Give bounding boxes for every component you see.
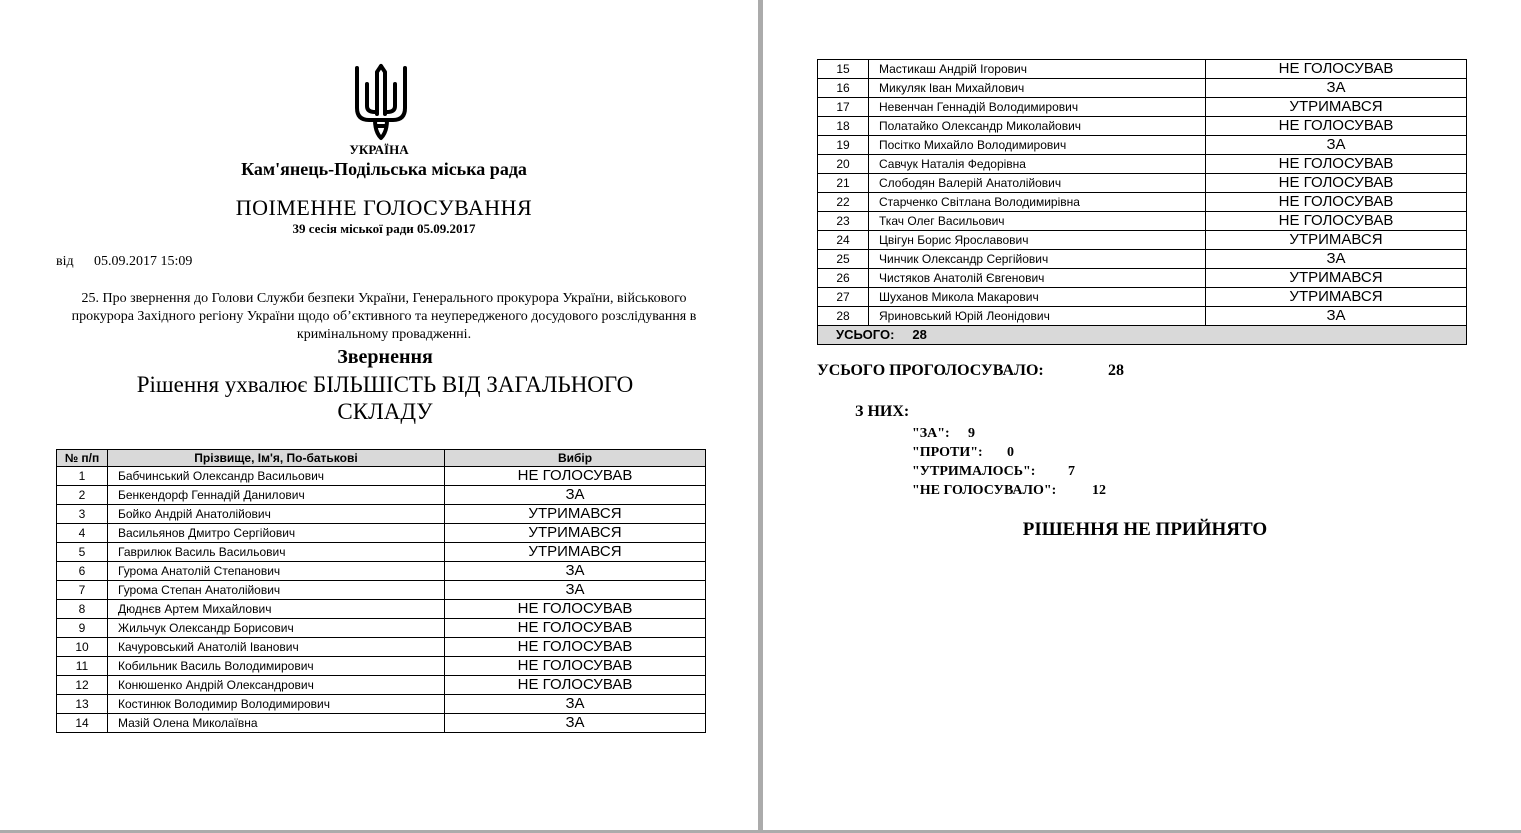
row-vote: НЕ ГОЛОСУВАВ	[1206, 60, 1467, 79]
row-name: Посітко Михайло Володимирович	[869, 136, 1206, 155]
row-vote: ЗА	[445, 695, 706, 714]
row-vote: УТРИМАВСЯ	[1206, 269, 1467, 288]
vote-table-part-2	[817, 59, 1467, 345]
row-name: Ткач Олег Васильович	[869, 212, 1206, 231]
table-row	[818, 212, 1467, 231]
row-number: 27	[818, 288, 869, 307]
row-name: Слободян Валерій Анатолійович	[869, 174, 1206, 193]
decision-result: РІШЕННЯ НЕ ПРИЙНЯТО	[1022, 519, 1268, 540]
row-name: Цвігун Борис Ярославович	[869, 231, 1206, 250]
row-number: 11	[57, 657, 108, 676]
row-name: Гурома Степан Анатолійович	[108, 581, 445, 600]
row-number: 23	[818, 212, 869, 231]
row-number: 18	[818, 117, 869, 136]
table-row	[818, 155, 1467, 174]
row-name: Качуровський Анатолій Іванович	[108, 638, 445, 657]
table-row	[57, 543, 706, 562]
row-vote: ЗА	[445, 581, 706, 600]
table-row	[818, 174, 1467, 193]
table-row	[818, 269, 1467, 288]
row-number: 14	[57, 714, 108, 733]
row-vote: НЕ ГОЛОСУВАВ	[1206, 117, 1467, 136]
row-vote: НЕ ГОЛОСУВАВ	[445, 600, 706, 619]
row-vote: УТРИМАВСЯ	[445, 505, 706, 524]
row-vote: ЗА	[445, 486, 706, 505]
row-name: Васильянов Дмитро Сергійович	[108, 524, 445, 543]
row-vote: УТРИМАВСЯ	[1206, 288, 1467, 307]
row-name: Кобильник Василь Володимирович	[108, 657, 445, 676]
row-name: Мазій Олена Миколаївна	[108, 714, 445, 733]
row-name: Чистяков Анатолій Євгенович	[869, 269, 1206, 288]
row-vote: НЕ ГОЛОСУВАВ	[1206, 155, 1467, 174]
table-row	[818, 79, 1467, 98]
row-number: 12	[57, 676, 108, 695]
count-abstained-label: "УТРИМАЛОСЬ":	[912, 464, 1036, 479]
table-row	[818, 193, 1467, 212]
row-number: 7	[57, 581, 108, 600]
count-abstained-value: 7	[1068, 464, 1075, 479]
column-header-choice: Вибір	[445, 450, 706, 467]
row-name: Невенчан Геннадій Володимирович	[869, 98, 1206, 117]
row-vote: НЕ ГОЛОСУВАВ	[445, 657, 706, 676]
document-page-1	[0, 0, 758, 830]
table-row	[818, 288, 1467, 307]
total-voted-label: УСЬОГО ПРОГОЛОСУВАЛО:	[817, 362, 1044, 379]
table-row	[57, 467, 706, 486]
row-vote: ЗА	[445, 562, 706, 581]
row-number: 22	[818, 193, 869, 212]
council-name: Кам'янець-Подільська міська рада	[241, 159, 527, 179]
row-name: Конюшенко Андрій Олександрович	[108, 676, 445, 695]
row-vote: НЕ ГОЛОСУВАВ	[445, 676, 706, 695]
row-vote: УТРИМАВСЯ	[1206, 231, 1467, 250]
row-number: 15	[818, 60, 869, 79]
table-row	[57, 581, 706, 600]
row-number: 9	[57, 619, 108, 638]
row-number: 8	[57, 600, 108, 619]
date-value: 05.09.2017 15:09	[94, 254, 193, 269]
agenda-item: 25. Про звернення до Голови Служби безпеки України, Генерального прокурора України, військового прокурора Західного регіону України щодо об’єктивного та неупередженого досудового розслідування в кримінальному провадженні.	[71, 291, 697, 342]
row-number: 6	[57, 562, 108, 581]
row-name: Савчук Наталія Федорівна	[869, 155, 1206, 174]
row-vote: ЗА	[1206, 79, 1467, 98]
row-number: 17	[818, 98, 869, 117]
row-name: Гурома Анатолій Степанович	[108, 562, 445, 581]
table-row	[818, 307, 1467, 326]
table-header-row	[57, 450, 706, 467]
row-vote: НЕ ГОЛОСУВАВ	[1206, 193, 1467, 212]
table-row	[57, 619, 706, 638]
table-row	[57, 657, 706, 676]
table-row	[818, 98, 1467, 117]
table-row	[818, 117, 1467, 136]
row-name: Жильчук Олександр Борисович	[108, 619, 445, 638]
row-number: 2	[57, 486, 108, 505]
row-name: Бойко Андрій Анатолійович	[108, 505, 445, 524]
count-against-label: "ПРОТИ":	[912, 445, 983, 460]
table-row	[57, 638, 706, 657]
row-name: Дюднєв Артем Михайлович	[108, 600, 445, 619]
row-vote: УТРИМАВСЯ	[445, 543, 706, 562]
row-vote: ЗА	[1206, 250, 1467, 269]
total-voted-value: 28	[1108, 362, 1124, 379]
table-row	[818, 250, 1467, 269]
column-header-name: Прізвище, Ім'я, По-батькові	[108, 450, 445, 467]
table-row	[57, 695, 706, 714]
table-row	[57, 486, 706, 505]
row-vote: НЕ ГОЛОСУВАВ	[445, 467, 706, 486]
of-them-label: З НИХ:	[855, 403, 910, 420]
row-number: 20	[818, 155, 869, 174]
country-name: УКРАЇНА	[349, 142, 409, 157]
row-number: 21	[818, 174, 869, 193]
date-label: від	[56, 254, 74, 269]
document-title: ПОІМЕННЕ ГОЛОСУВАННЯ	[235, 195, 533, 220]
row-number: 16	[818, 79, 869, 98]
row-name: Костинюк Володимир Володимирович	[108, 695, 445, 714]
count-not-voted-value: 12	[1092, 483, 1106, 498]
row-name: Гаврилюк Василь Васильович	[108, 543, 445, 562]
table-row	[57, 600, 706, 619]
row-vote: ЗА	[445, 714, 706, 733]
trident-emblem-icon	[353, 62, 409, 142]
row-vote: НЕ ГОЛОСУВАВ	[445, 638, 706, 657]
row-name: Шуханов Микола Макарович	[869, 288, 1206, 307]
row-number: 28	[818, 307, 869, 326]
session-info: 39 сесія міської ради 05.09.2017	[292, 221, 476, 236]
row-number: 3	[57, 505, 108, 524]
appeal-heading: Звернення	[337, 346, 433, 368]
row-name: Мастикаш Андрій Ігорович	[869, 60, 1206, 79]
column-header-number: № п/п	[57, 450, 108, 467]
decision-rule: Рішення ухвалює БІЛЬШІСТЬ ВІД ЗАГАЛЬНОГО СКЛАДУ	[136, 372, 634, 424]
row-number: 13	[57, 695, 108, 714]
table-row	[818, 136, 1467, 155]
row-vote: ЗА	[1206, 307, 1467, 326]
row-name: Микуляк Іван Михайлович	[869, 79, 1206, 98]
row-number: 26	[818, 269, 869, 288]
table-total-row	[818, 326, 1467, 345]
row-number: 24	[818, 231, 869, 250]
table-row	[57, 676, 706, 695]
row-name: Чинчик Олександр Сергійович	[869, 250, 1206, 269]
row-number: 4	[57, 524, 108, 543]
count-for-value: 9	[968, 426, 975, 441]
table-row	[818, 60, 1467, 79]
row-number: 19	[818, 136, 869, 155]
row-vote: УТРИМАВСЯ	[1206, 98, 1467, 117]
table-row	[57, 714, 706, 733]
row-number: 5	[57, 543, 108, 562]
row-name: Бенкендорф Геннадій Данилович	[108, 486, 445, 505]
row-vote: НЕ ГОЛОСУВАВ	[1206, 174, 1467, 193]
count-against-value: 0	[1007, 445, 1014, 460]
total-value: 28	[912, 327, 927, 342]
row-number: 1	[57, 467, 108, 486]
row-name: Старченко Світлана Володимирівна	[869, 193, 1206, 212]
table-row	[818, 231, 1467, 250]
count-for-label: "ЗА":	[912, 426, 950, 441]
count-not-voted-label: "НЕ ГОЛОСУВАЛО":	[912, 483, 1057, 498]
row-vote: НЕ ГОЛОСУВАВ	[445, 619, 706, 638]
total-label: УСЬОГО:	[836, 327, 895, 342]
vote-table-part-1	[56, 449, 706, 733]
row-vote: ЗА	[1206, 136, 1467, 155]
row-number: 25	[818, 250, 869, 269]
row-vote: УТРИМАВСЯ	[445, 524, 706, 543]
table-row	[57, 562, 706, 581]
row-name: Бабчинський Олександр Васильович	[108, 467, 445, 486]
row-name: Яриновський Юрій Леонідович	[869, 307, 1206, 326]
row-vote: НЕ ГОЛОСУВАВ	[1206, 212, 1467, 231]
row-number: 10	[57, 638, 108, 657]
row-name: Полатайко Олександр Миколайович	[869, 117, 1206, 136]
